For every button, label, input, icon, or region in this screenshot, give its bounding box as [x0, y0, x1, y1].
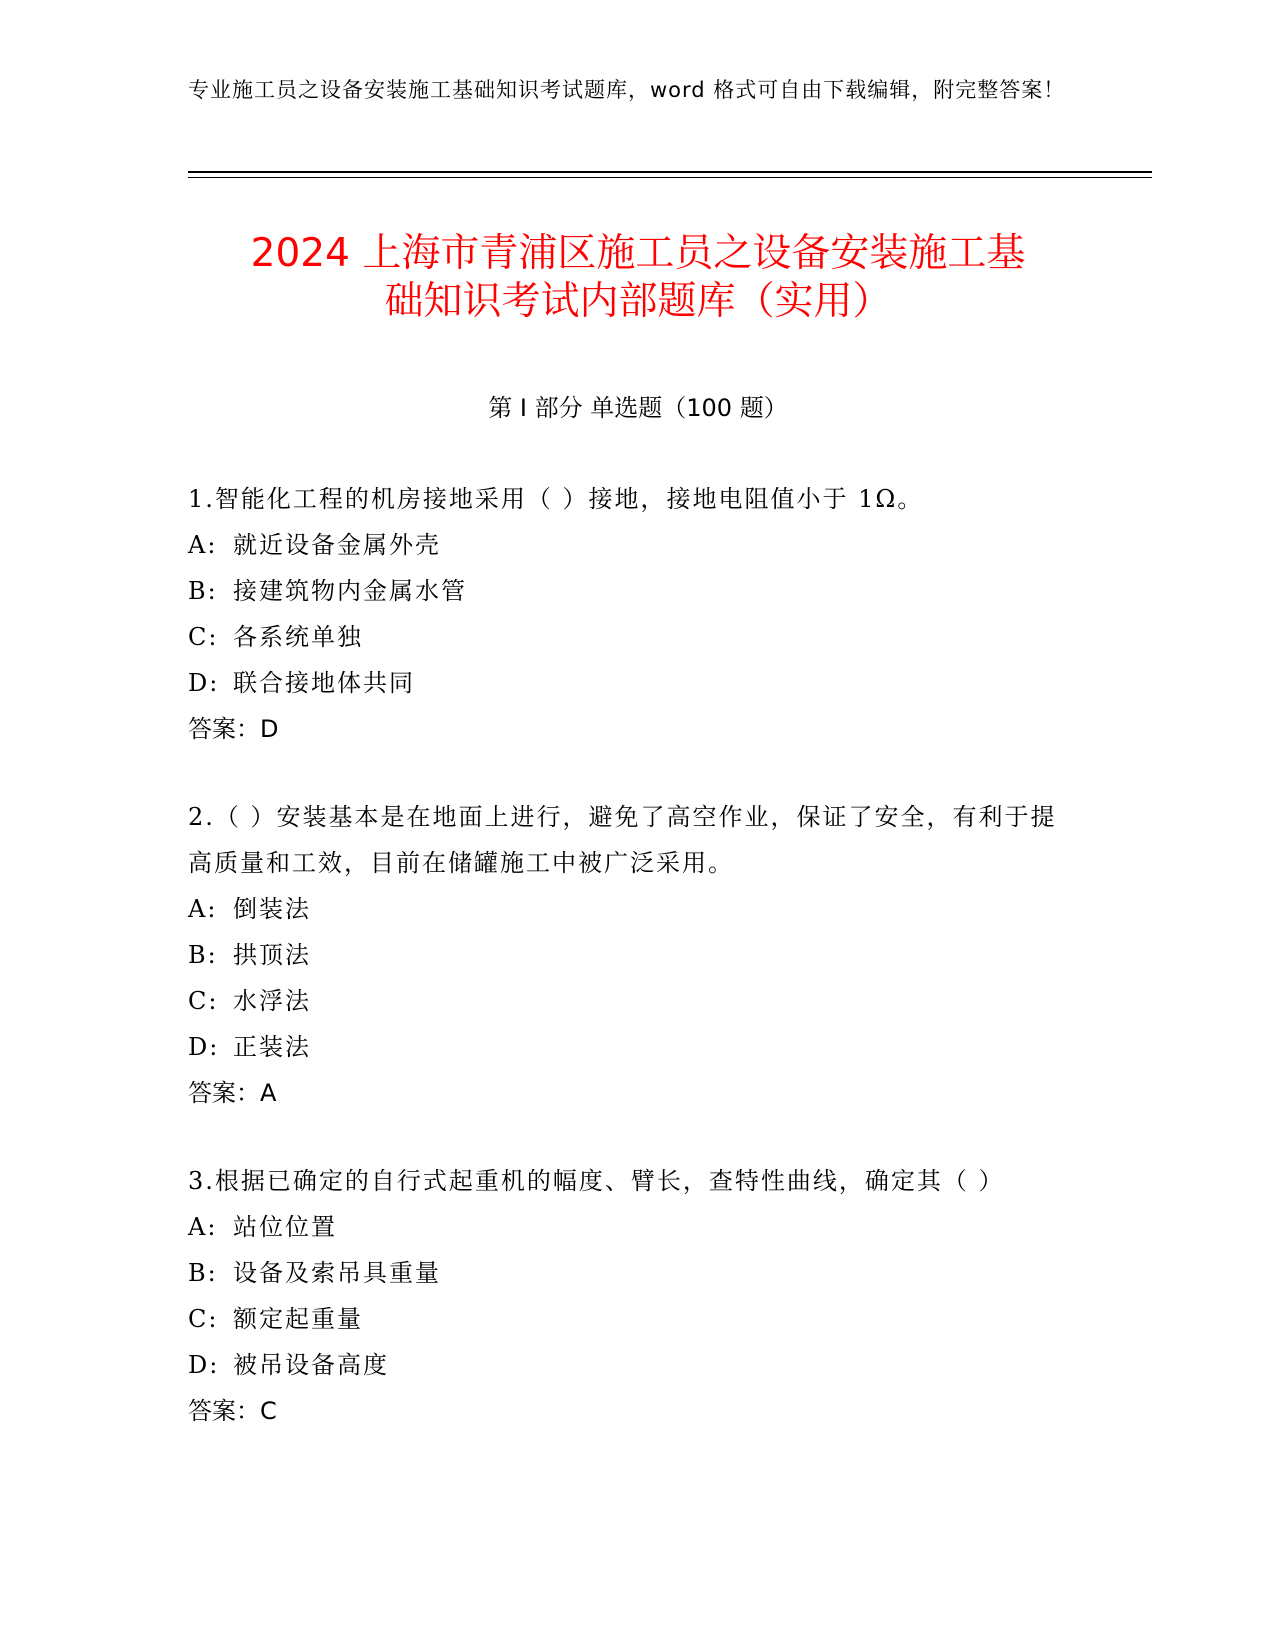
option-a — [188, 886, 1068, 932]
option-text: 联合接地体共同 — [233, 669, 415, 697]
option-text: 接建筑物内金属水管 — [233, 577, 467, 605]
option-d — [188, 1342, 1068, 1388]
option-letter: B: — [188, 1259, 218, 1287]
option-letter: D: — [188, 1033, 220, 1061]
question-3 — [188, 1158, 1068, 1434]
question-1 — [188, 476, 1068, 752]
option-text: 正装法 — [233, 1033, 311, 1061]
header-divider-thick — [188, 171, 1152, 173]
section-title: 第 I 部分 单选题（100 题） — [488, 394, 788, 422]
option-letter: C: — [188, 987, 219, 1015]
header-note: 专业施工员之设备安装施工基础知识考试题库，word 格式可自由下载编辑，附完整答案！ — [188, 78, 1066, 102]
option-text: 额定起重量 — [233, 1305, 363, 1333]
option-letter: C: — [188, 623, 219, 651]
option-letter: B: — [188, 941, 218, 969]
option-text: 被吊设备高度 — [233, 1351, 389, 1379]
answer: 答案：C — [188, 1397, 277, 1425]
title-line-1: 2024 上海市青浦区施工员之设备安装施工基 — [250, 231, 1026, 276]
question-stem: 3.根据已确定的自行式起重机的幅度、臂长，查特性曲线，确定其（ ） — [188, 1167, 1005, 1195]
option-letter: A: — [188, 531, 218, 559]
question-2 — [188, 794, 1068, 1116]
title-line-2: 础知识考试内部题库（实用） — [384, 279, 892, 324]
option-d — [188, 660, 1068, 706]
document-title — [188, 230, 1088, 326]
option-b — [188, 932, 1068, 978]
option-d — [188, 1024, 1068, 1070]
option-letter: A: — [188, 895, 218, 923]
option-b — [188, 1250, 1068, 1296]
header-divider-thin — [188, 177, 1152, 178]
option-a — [188, 522, 1068, 568]
option-letter: A: — [188, 1213, 218, 1241]
question-stem: 2.（ ）安装基本是在地面上进行，避免了高空作业，保证了安全，有利于提高质量和工效，目前在储罐施工中被广泛采用。 — [188, 803, 1057, 877]
option-text: 倒装法 — [233, 895, 311, 923]
option-text: 各系统单独 — [233, 623, 363, 651]
option-text: 水浮法 — [233, 987, 311, 1015]
option-text: 拱顶法 — [233, 941, 311, 969]
answer: 答案：A — [188, 1079, 277, 1107]
option-letter: D: — [188, 669, 220, 697]
question-list — [188, 476, 1068, 1476]
option-b — [188, 568, 1068, 614]
answer: 答案：D — [188, 715, 279, 743]
question-stem: 1.智能化工程的机房接地采用（ ）接地，接地电阻值小于 1Ω。 — [188, 485, 924, 513]
option-a — [188, 1204, 1068, 1250]
option-text: 就近设备金属外壳 — [233, 531, 441, 559]
option-c — [188, 614, 1068, 660]
option-text: 站位位置 — [233, 1213, 337, 1241]
option-c — [188, 978, 1068, 1024]
option-text: 设备及索吊具重量 — [233, 1259, 441, 1287]
option-c — [188, 1296, 1068, 1342]
option-letter: B: — [188, 577, 218, 605]
option-letter: D: — [188, 1351, 220, 1379]
option-letter: C: — [188, 1305, 219, 1333]
